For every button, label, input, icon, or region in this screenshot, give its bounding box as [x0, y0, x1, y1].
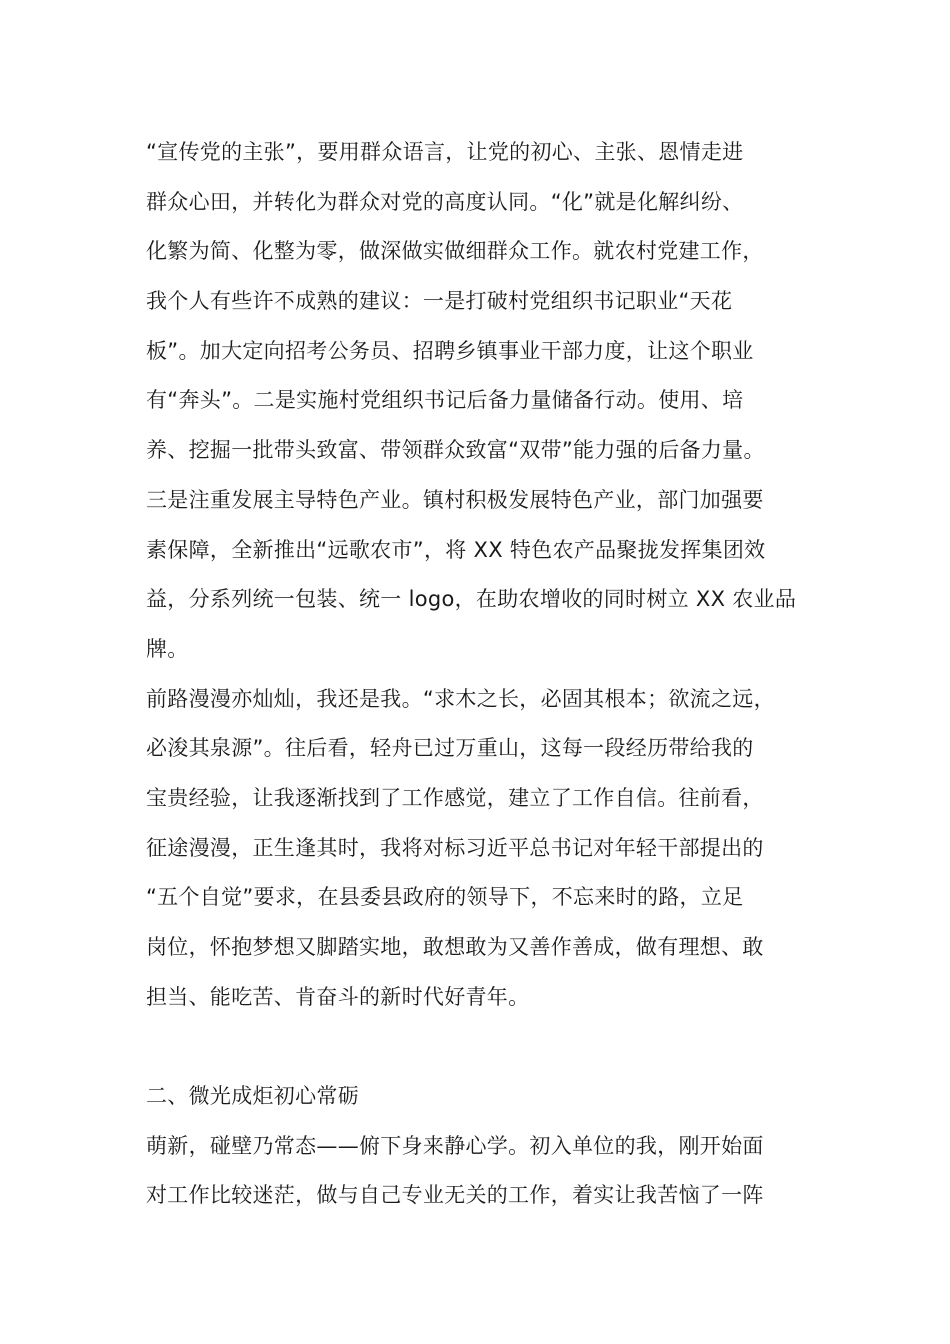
text-line: 我个人有些许不成熟的建议：一是打破村党组织书记职业“天花: [146, 289, 733, 314]
text-line: 养、挖掘一批带头致富、带领群众致富“双带”能力强的后备力量。: [146, 438, 765, 463]
text-line: 化繁为简、化整为零，做深做实做细群众工作。就农村党建工作，: [146, 239, 764, 264]
text-line: 对工作比较迷茫，做与自己专业无关的工作，着实让我苦恼了一阵: [146, 1183, 764, 1208]
text-line: 素保障，全新推出“远歌农市”，将 XX 特色农产品聚拢发挥集团效: [146, 537, 766, 562]
text-line: 牌。: [146, 636, 189, 661]
text-line: 宝贵经验，让我逐渐找到了工作感觉，建立了工作自信。往前看，: [146, 785, 764, 810]
text-line: 板”。加大定向招考公务员、招聘乡镇事业干部力度，让这个职业: [146, 338, 754, 363]
section-heading: 二、微光成炬初心常砺: [146, 1084, 359, 1109]
text-line: 三是注重发展主导特色产业。镇村积极发展特色产业，部门加强要: [146, 487, 764, 512]
text-line: 必浚其泉源”。往后看，轻舟已过万重山，这每一段经历带给我的: [146, 736, 754, 761]
text-line: 萌新，碰壁乃常态——俯下身来静心学。初入单位的我，刚开始面: [146, 1133, 764, 1158]
text-line: 群众心田，并转化为群众对党的高度认同。“化”就是化解纠纷、: [146, 189, 744, 214]
document-body: [146, 128, 836, 1221]
text-line: “五个自觉”要求，在县委县政府的领导下，不忘来时的路，立足: [146, 885, 744, 910]
text-line: 前路漫漫亦灿灿，我还是我。“求木之长，必固其根本；欲流之远，: [146, 686, 775, 711]
text-line: 征途漫漫，正生逢其时，我将对标习近平总书记对年轻干部提出的: [146, 835, 764, 860]
text-line: 有“奔头”。二是实施村党组织书记后备力量储备行动。使用、培: [146, 388, 744, 413]
text-line: 岗位，怀抱梦想又脚踏实地，敢想敢为又善作善成，做有理想、敢: [146, 935, 764, 959]
paragraph-gap: [146, 1022, 836, 1072]
text-line: “宣传党的主张”，要用群众语言，让党的初心、主张、恩情走进: [146, 140, 744, 164]
text-line: 担当、能吃苦、肯奋斗的新时代好青年。: [146, 984, 530, 1009]
text-line: 益，分系列统一包装、统一 logo，在助农增收的同时树立 XX 农业品: [146, 587, 797, 612]
